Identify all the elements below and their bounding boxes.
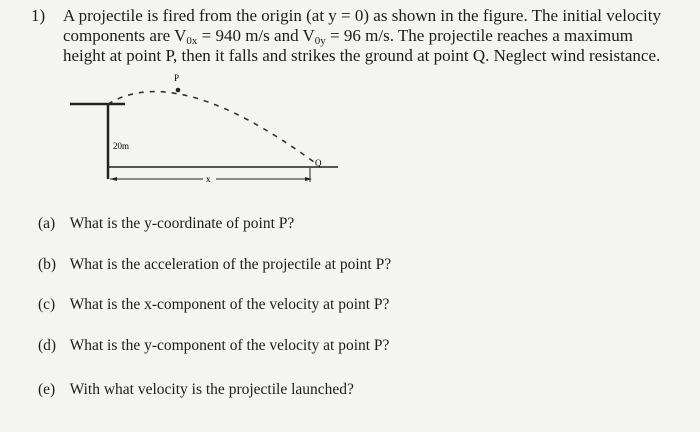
question-text: What is the y-coordinate of point P?: [69, 215, 295, 232]
question-a: [38, 215, 294, 233]
question-d: [38, 337, 389, 355]
label-p: P: [174, 73, 180, 83]
x-arrow-left-head: [110, 177, 117, 181]
question-text: What is the y-component of the velocity at point P?: [69, 337, 390, 354]
question-text: What is the acceleration of the projectile at point P?: [69, 256, 392, 273]
question-e: [38, 381, 354, 399]
question-label: (d): [38, 337, 57, 354]
question-text: What is the x-component of the velocity at point P?: [69, 296, 390, 313]
question-label: (e): [38, 381, 56, 398]
problem-line-2-c: = 96 m/s. The projectile reaches a maximum: [325, 26, 633, 45]
label-x: x: [206, 174, 211, 184]
x-arrow-right-head: [305, 177, 312, 181]
projectile-figure: [60, 72, 360, 190]
voy-subscript: 0y: [314, 35, 326, 47]
question-label: (a): [38, 215, 56, 232]
problem-number: 1): [31, 6, 46, 25]
label-q: Q: [315, 158, 322, 168]
problem-line-1: A projectile is fired from the origin (at y = 0) as shown in the figure. The initial velocity: [63, 6, 661, 25]
problem-line-2: [63, 26, 633, 46]
question-text: With what velocity is the projectile launched?: [69, 381, 354, 398]
problem-line-2-b: = 940 m/s and V: [197, 26, 315, 45]
point-p-marker: [176, 88, 181, 93]
problem-line-2-a: components are V: [63, 26, 187, 45]
question-c: [38, 296, 389, 314]
trajectory-path: [108, 92, 314, 162]
question-label: (c): [38, 296, 56, 313]
label-height: 20m: [113, 141, 130, 151]
vox-subscript: 0x: [186, 35, 198, 47]
question-b: [38, 256, 391, 274]
problem-line-3: height at point P, then it falls and strikes the ground at point Q. Neglect wind resistance.: [63, 46, 661, 65]
question-label: (b): [38, 256, 57, 273]
